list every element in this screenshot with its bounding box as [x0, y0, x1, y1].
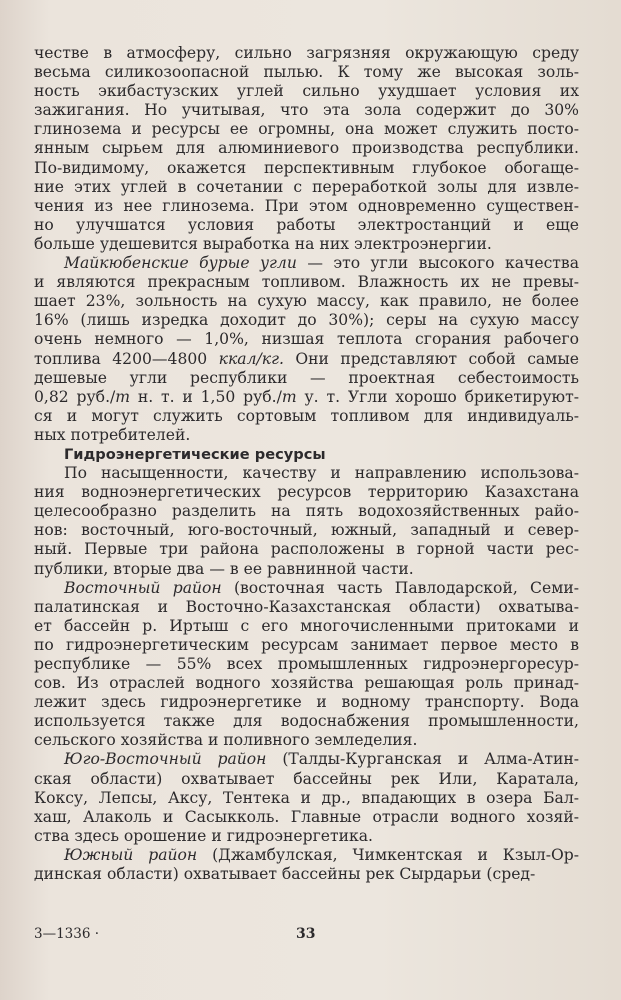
page-number: 33: [296, 926, 316, 942]
text-line: дешевые угли республики — проектная себестоимость: [34, 368, 579, 387]
text-line: 16% (лишь изредка доходит до 30%); серы на сухую массу: [34, 311, 579, 330]
text-line: По-видимому, окажется перспективным глубокое обогаще-: [34, 158, 579, 177]
italic-unit: т: [115, 387, 131, 406]
text-line: честве в атмосферу, сильно загрязняя окружающую среду: [34, 44, 579, 62]
italic-unit: ккал/кг.: [218, 349, 284, 368]
text-fragment: Они представляют собой самые: [283, 349, 579, 368]
text-line: ность экибастузских углей сильно ухудшает условия их: [34, 82, 579, 101]
page-body: [34, 44, 579, 884]
text-line: по гидроэнергетическим ресурсам занимает первое место в: [34, 635, 579, 654]
text-line: чения из нее глинозема. При этом одновременно существен-: [34, 196, 579, 215]
text-fragment: 0,82 руб./: [34, 387, 116, 406]
paragraph-lead-line: [34, 254, 579, 273]
text-line: больше удешевится выработка на них электроэнергии.: [34, 234, 492, 253]
text-line: ства здесь орошение и гидроэнергетика.: [34, 826, 374, 845]
text-line: янным сырьем для алюминиевого производства республики.: [34, 139, 579, 158]
text-line: весьма силикозоопасной пылью. К тому же высокая золь-: [34, 63, 579, 82]
text-fragment: (Талды-Курганская и Алма-Атин-: [266, 750, 579, 769]
text-line: палатинская и Восточно-Казахстанская области) охватыва-: [34, 597, 579, 616]
paragraph-lead-line: [34, 750, 579, 769]
text-fragment: (восточная часть Павлодарской, Семи-: [221, 578, 579, 597]
text-line: зажигания. Но учитывая, что эта зола содержит до 30%: [34, 101, 579, 120]
text-fragment: — это угли высокого качества: [296, 254, 579, 273]
text-line: республике — 55% всех промышленных гидроэнергоресур-: [34, 655, 579, 673]
text-line: ская области) охватывает бассейны рек Или, Каратала,: [34, 769, 579, 788]
text-line: глинозема и ресурсы ее огромны, она может служить посто-: [34, 120, 579, 139]
text-line: ных потребителей.: [34, 425, 191, 444]
text-line: ся и могут служить сортовым топливом для индивидуаль-: [34, 406, 579, 425]
text-line: Коксу, Лепсы, Аксу, Тентека и др., впадающих в озера Бал-: [34, 788, 579, 807]
text-line: сов. Из отраслей водного хозяйства решающая роль принад-: [34, 674, 579, 693]
text-line: [34, 350, 579, 369]
printer-signature: 3—1336 ·: [34, 926, 100, 942]
text-line: По насыщенности, качеству и направлению использова-: [64, 464, 579, 483]
text-line: [34, 388, 579, 407]
text-line: ние этих углей в сочетании с переработкой золы для извле-: [34, 177, 579, 196]
text-line: используется также для водоснабжения промышленности,: [34, 712, 579, 731]
italic-region-name: Юго-Восточный район: [64, 750, 267, 769]
page-footer: [34, 926, 579, 946]
italic-term: Майкюбенские бурые угли: [64, 254, 297, 273]
text-line: сельского хозяйства и поливного земледелия.: [34, 731, 418, 750]
italic-unit: т: [281, 387, 297, 406]
text-line: ный. Первые три района расположены в горной части рес-: [34, 540, 579, 559]
text-line: ния водноэнергетических ресурсов территорию Казахстана: [34, 483, 579, 502]
text-line: публики, вторые два — в ее равнинной части.: [34, 559, 414, 578]
text-fragment: топлива 4200—4800: [34, 349, 219, 368]
text-fragment: у. т. Угли хорошо брикетируют-: [296, 387, 579, 406]
text-line: динская области) охватывает бассейны рек Сырдарьи (сред-: [34, 865, 536, 884]
section-heading: Гидроэнергетические ресурсы: [64, 445, 326, 463]
text-line: нов: восточный, юго-восточный, южный, западный и север-: [34, 521, 579, 540]
italic-region-name: Восточный район: [64, 578, 222, 597]
text-line: шает 23%, зольность на сухую массу, как правило, не более: [34, 292, 579, 311]
text-line: хаш, Алаколь и Сасыкколь. Главные отрасли водного хозяй-: [34, 807, 579, 826]
text-line: целесообразно разделить на пять водохозяйственных райо-: [34, 502, 579, 521]
text-line: очень немного — 1,0%, низшая теплота сгорания рабочего: [34, 330, 579, 349]
text-fragment: (Джамбулская, Чимкентская и Кзыл-Ор-: [197, 845, 579, 864]
text-line: ет бассейн р. Иртыш с его многочисленными притоками и: [34, 616, 579, 635]
italic-region-name: Южный район: [64, 845, 198, 864]
text-line: лежит здесь гидроэнергетике и водному транспорту. Вода: [34, 693, 579, 712]
text-line: и являются прекрасным топливом. Влажность их не превы-: [34, 273, 579, 292]
text-fragment: н. т. и 1,50 руб./: [130, 387, 282, 406]
paragraph-lead-line: [34, 579, 579, 598]
text-line: но улучшатся условия работы электростанций и еще: [34, 215, 579, 234]
paragraph-lead-line: [34, 846, 579, 865]
